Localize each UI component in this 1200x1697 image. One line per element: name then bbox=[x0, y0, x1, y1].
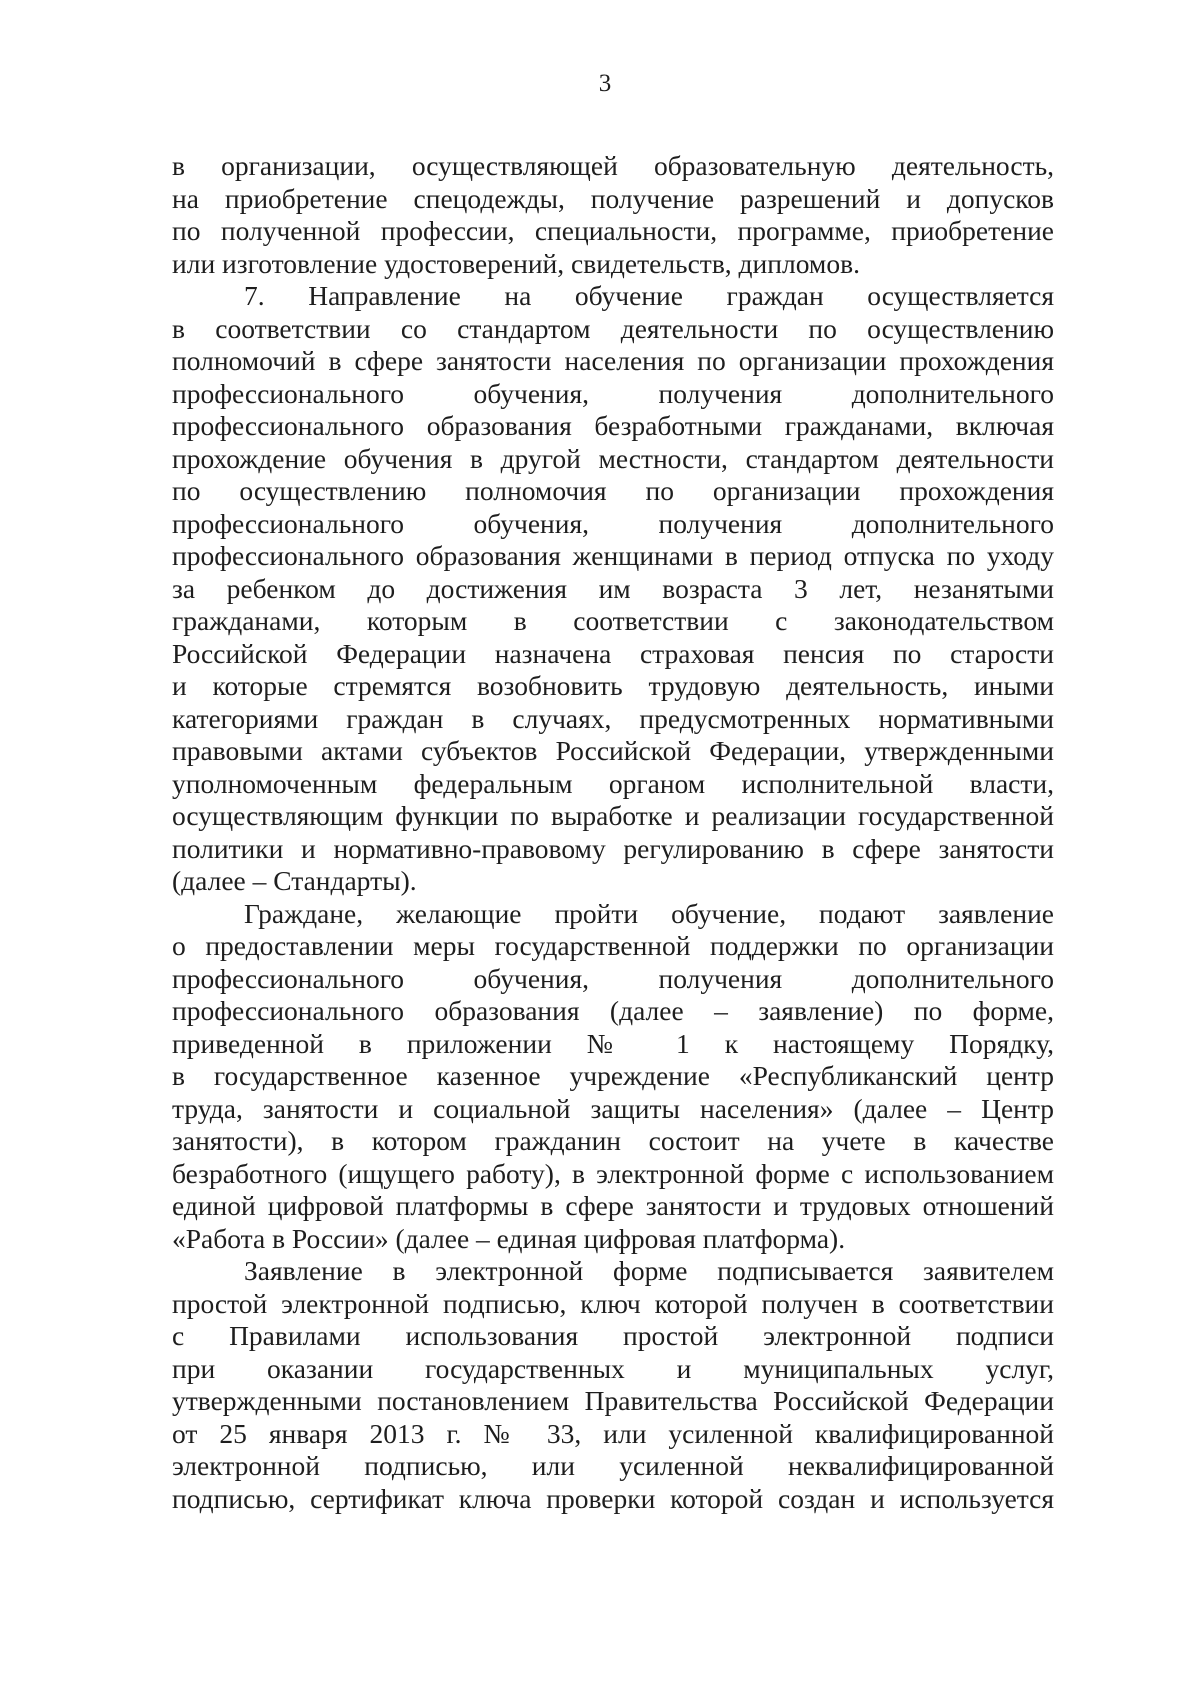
text-line: труда, занятости и социальной защиты населения» (далее – Центр bbox=[172, 1092, 1054, 1124]
text-line: гражданами, которым в соответствии с законодательством bbox=[172, 605, 1054, 636]
text-line: в государственное казенное учреждение «Республиканский центр bbox=[172, 1060, 1054, 1091]
text-line: профессионального образования (далее – заявление) по форме, bbox=[172, 995, 1054, 1026]
text-line: за ребенком до достижения им возраста 3 лет, незанятыми bbox=[172, 572, 1054, 604]
text-line: по осуществлению полномочия по организации прохождения bbox=[172, 475, 1054, 506]
text-line: Заявление в электронной форме подписывается заявителем bbox=[244, 1255, 1054, 1286]
text-line: приведенной в приложении № 1 к настоящему Порядку, bbox=[172, 1027, 1054, 1059]
text-line: или изготовление удостоверений, свидетельств, дипломов. bbox=[172, 247, 860, 279]
text-line: от 25 января 2013 г. № 33, или усиленной квалифицированной bbox=[172, 1417, 1054, 1449]
paragraph bbox=[172, 1255, 1054, 1515]
paragraph bbox=[172, 150, 1054, 280]
text-line: утвержденными постановлением Правительства Российской Федерации bbox=[172, 1385, 1054, 1416]
text-line: и которые стремятся возобновить трудовую деятельность, иными bbox=[172, 670, 1054, 701]
text-line: профессионального образования женщинами в период отпуска по уходу bbox=[172, 540, 1054, 571]
text-line: (далее – Стандарты). bbox=[172, 865, 417, 896]
text-line: единой цифровой платформы в сфере занятости и трудовых отношений bbox=[172, 1190, 1054, 1221]
text-line: прохождение обучения в другой местности, стандартом деятельности bbox=[172, 442, 1054, 474]
text-line: профессионального обучения, получения дополнительного bbox=[172, 962, 1054, 994]
text-line: занятости), в котором гражданин состоит на учете в качестве bbox=[172, 1125, 1054, 1156]
text-line: профессионального образования безработными гражданами, включая bbox=[172, 410, 1054, 441]
text-line: безработного (ищущего работу), в электронной форме с использованием bbox=[172, 1157, 1054, 1189]
text-line: уполномоченным федеральным органом исполнительной власти, bbox=[172, 767, 1054, 799]
text-line: в соответствии со стандартом деятельности по осуществлению bbox=[172, 312, 1054, 344]
text-line: Российской Федерации назначена страховая пенсия по старости bbox=[172, 637, 1054, 669]
text-line: о предоставлении меры государственной поддержки по организации bbox=[172, 930, 1054, 961]
document-body bbox=[172, 150, 1054, 1515]
text-line: при оказании государственных и муниципальных услуг, bbox=[172, 1352, 1054, 1384]
text-line: с Правилами использования простой электронной подписи bbox=[172, 1320, 1054, 1351]
text-line: 7. Направление на обучение граждан осуществляется bbox=[244, 280, 1054, 311]
text-line: на приобретение спецодежды, получение разрешений и допусков bbox=[172, 182, 1054, 214]
text-line: профессионального обучения, получения дополнительного bbox=[172, 377, 1054, 409]
paragraph bbox=[172, 898, 1054, 1256]
text-line: простой электронной подписью, ключ которой получен в соответствии bbox=[172, 1287, 1054, 1319]
text-line: категориями граждан в случаях, предусмотренных нормативными bbox=[172, 702, 1054, 734]
text-line: политики и нормативно-правовому регулированию в сфере занятости bbox=[172, 832, 1054, 864]
text-line: подписью, сертификат ключа проверки которой создан и используется bbox=[172, 1482, 1054, 1514]
text-line: в организации, осуществляющей образовательную деятельность, bbox=[172, 150, 1054, 181]
paragraph bbox=[172, 280, 1054, 898]
text-line: профессионального обучения, получения дополнительного bbox=[172, 507, 1054, 539]
text-line: осуществляющим функции по выработке и реализации государственной bbox=[172, 800, 1054, 831]
text-line: полномочий в сфере занятости населения по организации прохождения bbox=[172, 345, 1054, 376]
text-line: Граждане, желающие пройти обучение, подают заявление bbox=[244, 897, 1054, 929]
text-line: правовыми актами субъектов Российской Федерации, утвержденными bbox=[172, 735, 1054, 766]
text-line: «Работа в России» (далее – единая цифровая платформа). bbox=[172, 1222, 846, 1254]
text-line: по полученной профессии, специальности, программе, приобретение bbox=[172, 215, 1054, 246]
page-number: 3 bbox=[598, 70, 612, 97]
text-line: электронной подписью, или усиленной неквалифицированной bbox=[172, 1450, 1054, 1481]
